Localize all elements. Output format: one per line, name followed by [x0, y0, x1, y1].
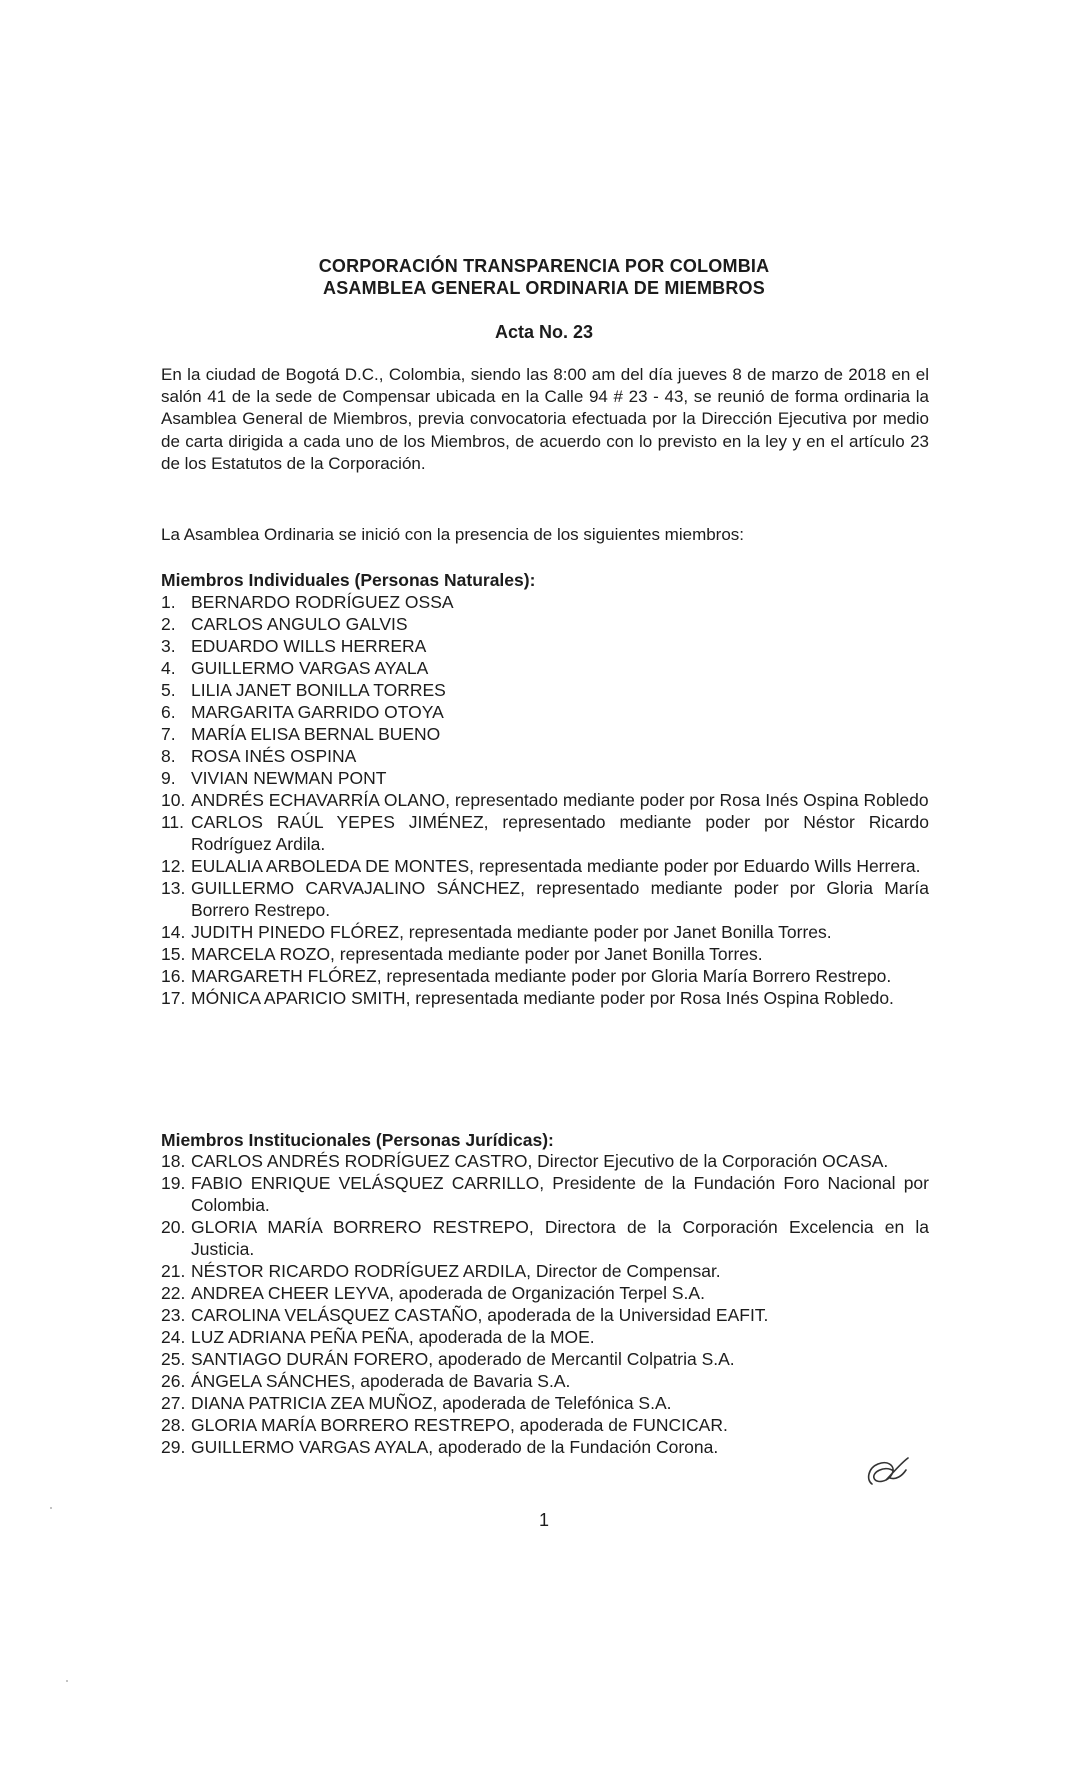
member-number: 1. — [161, 592, 176, 612]
member-number: 10. — [161, 790, 186, 810]
member-text: ANDREA CHEER LEYVA, apoderada de Organización Terpel S.A. — [191, 1283, 705, 1303]
member-number: 14. — [161, 922, 186, 942]
member-number: 22. — [161, 1283, 186, 1303]
member-number: 25. — [161, 1349, 186, 1369]
member-text: DIANA PATRICIA ZEA MUÑOZ, apoderada de Telefónica S.A. — [191, 1393, 672, 1413]
member-item — [161, 1216, 929, 1260]
member-text: GLORIA MARÍA BORRERO RESTREPO, apoderada de FUNCICAR. — [191, 1415, 728, 1435]
signature-initials — [862, 1450, 914, 1494]
member-text: CARLOS ANGULO GALVIS — [191, 614, 408, 634]
member-text: GUILLERMO CARVAJALINO SÁNCHEZ, representado mediante poder por Gloria María Borrero Restrepo. — [191, 878, 929, 920]
member-text: LUZ ADRIANA PEÑA PEÑA, apoderada de la MOE. — [191, 1327, 595, 1347]
member-item — [161, 701, 929, 723]
assembly-title: ASAMBLEA GENERAL ORDINARIA DE MIEMBROS — [323, 278, 765, 298]
member-item — [161, 855, 929, 877]
member-text: VIVIAN NEWMAN PONT — [191, 768, 387, 788]
member-item — [161, 613, 929, 635]
member-text: MÓNICA APARICIO SMITH, representada mediante poder por Rosa Inés Ospina Robledo. — [191, 988, 894, 1008]
member-text: NÉSTOR RICARDO RODRÍGUEZ ARDILA, Director de Compensar. — [191, 1261, 721, 1281]
member-text: EULALIA ARBOLEDA DE MONTES, representada mediante poder por Eduardo Wills Herrera. — [191, 856, 921, 876]
member-item — [161, 1150, 929, 1172]
scan-speck — [50, 1507, 52, 1509]
individual-members-title: Miembros Individuales (Personas Naturales): — [161, 570, 536, 590]
member-item — [161, 1370, 929, 1392]
member-number: 26. — [161, 1371, 186, 1391]
member-item — [161, 1282, 929, 1304]
member-item — [161, 1348, 929, 1370]
member-text: MARGARETH FLÓREZ, representada mediante poder por Gloria María Borrero Restrepo. — [191, 966, 892, 986]
acta-number: Acta No. 23 — [494, 322, 594, 342]
member-number: 16. — [161, 966, 186, 986]
member-number: 4. — [161, 658, 176, 678]
member-number: 21. — [161, 1261, 186, 1281]
member-number: 18. — [161, 1151, 186, 1171]
member-number: 13. — [161, 878, 186, 898]
member-number: 29. — [161, 1437, 186, 1457]
member-number: 2. — [161, 614, 176, 634]
member-item — [161, 921, 929, 943]
member-item — [161, 789, 929, 811]
member-item — [161, 943, 929, 965]
member-number: 11. — [161, 812, 185, 832]
member-number: 3. — [161, 636, 176, 656]
member-text: LILIA JANET BONILLA TORRES — [191, 680, 446, 700]
member-number: 20. — [161, 1217, 186, 1237]
member-item — [161, 1304, 929, 1326]
member-text: GLORIA MARÍA BORRERO RESTREPO, Directora de la Corporación Excelencia en la Justicia. — [191, 1217, 929, 1259]
member-number: 17. — [161, 988, 186, 1008]
member-text: EDUARDO WILLS HERRERA — [191, 636, 427, 656]
member-item — [161, 767, 929, 789]
member-item — [161, 1414, 929, 1436]
presence-paragraph: La Asamblea Ordinaria se inició con la presencia de los siguientes miembros: — [161, 525, 745, 544]
member-item — [161, 591, 929, 613]
individual-members-list — [161, 591, 929, 1009]
member-item — [161, 1326, 929, 1348]
member-number: 28. — [161, 1415, 186, 1435]
scan-speck — [66, 1680, 68, 1682]
member-text: ROSA INÉS OSPINA — [191, 746, 357, 766]
member-number: 27. — [161, 1393, 186, 1413]
member-item — [161, 987, 929, 1009]
member-text: ANDRÉS ECHAVARRÍA OLANO, representado mediante poder por Rosa Inés Ospina Robledo — [191, 790, 929, 810]
member-text: CARLOS RAÚL YEPES JIMÉNEZ, representado mediante poder por Néstor Ricardo Rodríguez Ardila. — [191, 812, 929, 854]
member-text: GUILLERMO VARGAS AYALA — [191, 658, 429, 678]
member-item — [161, 745, 929, 767]
member-text: JUDITH PINEDO FLÓREZ, representada mediante poder por Janet Bonilla Torres. — [191, 922, 832, 942]
member-text: MARCELA ROZO, representada mediante poder por Janet Bonilla Torres. — [191, 944, 763, 964]
member-number: 8. — [161, 746, 176, 766]
member-item — [161, 1392, 929, 1414]
member-number: 6. — [161, 702, 176, 722]
member-text: FABIO ENRIQUE VELÁSQUEZ CARRILLO, Presidente de la Fundación Foro Nacional por Colombia. — [191, 1173, 929, 1215]
member-text: CAROLINA VELÁSQUEZ CASTAÑO, apoderada de la Universidad EAFIT. — [191, 1305, 769, 1325]
member-item — [161, 965, 929, 987]
member-number: 5. — [161, 680, 176, 700]
member-number: 15. — [161, 944, 186, 964]
member-text: CARLOS ANDRÉS RODRÍGUEZ CASTRO, Director Ejecutivo de la Corporación OCASA. — [191, 1151, 889, 1171]
organization-title: CORPORACIÓN TRANSPARENCIA POR COLOMBIA — [318, 256, 770, 276]
member-number: 9. — [161, 768, 176, 788]
member-number: 24. — [161, 1327, 186, 1347]
member-item — [161, 1436, 929, 1458]
page-number: 1 — [538, 1510, 549, 1530]
member-number: 7. — [161, 724, 176, 744]
institutional-members-title: Miembros Institucionales (Personas Jurídicas): — [161, 1130, 554, 1150]
member-item — [161, 679, 929, 701]
member-item — [161, 635, 929, 657]
member-item — [161, 811, 929, 855]
intro-paragraph: En la ciudad de Bogotá D.C., Colombia, siendo las 8:00 am del día jueves 8 de marzo de 2018 en el salón 41 de la sede de Compensar ubicada en la Calle 94 # 23 - 43, se reunió de forma ordinaria la Asamblea General de Miembros, previa convocatoria efectuada por la Dirección Ejecutiva por medio de carta dirigida a cada uno de los Miembros, de acuerdo con lo previsto en la ley y en el artículo 23 de los Estatutos de la Corporación. — [161, 365, 929, 473]
member-text: BERNARDO RODRÍGUEZ OSSA — [191, 592, 454, 612]
member-text: MARÍA ELISA BERNAL BUENO — [191, 724, 441, 744]
member-text: GUILLERMO VARGAS AYALA, apoderado de la Fundación Corona. — [191, 1437, 719, 1457]
member-text: SANTIAGO DURÁN FORERO, apoderado de Mercantil Colpatria S.A. — [191, 1349, 735, 1369]
member-item — [161, 723, 929, 745]
member-text: ÁNGELA SÁNCHES, apoderada de Bavaria S.A. — [191, 1371, 571, 1391]
member-item — [161, 657, 929, 679]
member-item — [161, 877, 929, 921]
member-number: 12. — [161, 856, 186, 876]
institutional-members-list — [161, 1150, 929, 1458]
member-text: MARGARITA GARRIDO OTOYA — [191, 702, 444, 722]
member-number: 19. — [161, 1173, 186, 1193]
member-item — [161, 1260, 929, 1282]
member-item — [161, 1172, 929, 1216]
member-number: 23. — [161, 1305, 186, 1325]
